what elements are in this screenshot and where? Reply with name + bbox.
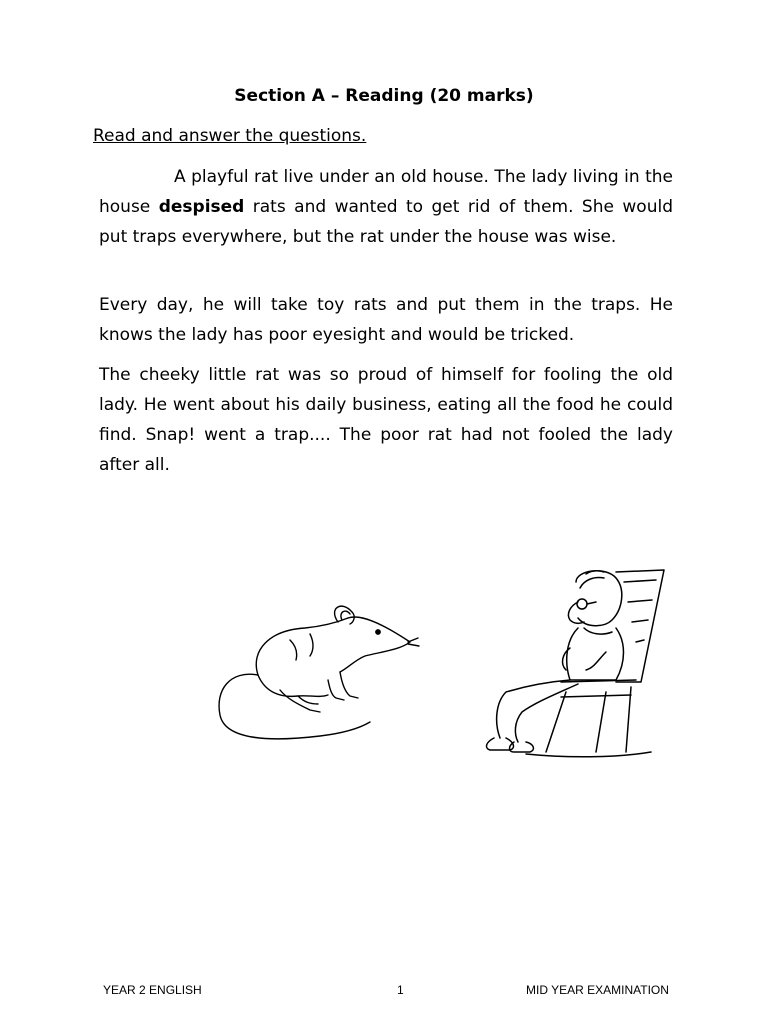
passage-paragraph-2: Every day, he will take toy rats and put them in the traps. He knows the lady has poor eyesight and would be tricked.: [99, 295, 673, 345]
section-title: Section A – Reading (20 marks): [234, 86, 534, 106]
bold-word-despised: despised: [158, 197, 245, 217]
passage-paragraph-3: The cheeky little rat was so proud of himself for fooling the old lady. He went about his daily business, eating all the food he could find. Snap! went a trap.... The poor rat had not fooled the lady after all.: [99, 365, 673, 475]
passage-paragraph-1: [99, 162, 673, 252]
p1-text-after: rats and wanted to get rid of them. She would put traps everywhere, but the rat under the house was wise.: [99, 197, 673, 247]
footer-page-number: 1: [397, 983, 404, 997]
old-lady-rocking-chair-illustration: [466, 562, 666, 762]
p1-text-before: A playful rat live under an old house. The lady living in the house: [99, 167, 673, 217]
footer-left-label: YEAR 2 ENGLISH: [103, 983, 202, 997]
footer-right-label: MID YEAR EXAMINATION: [526, 983, 669, 997]
rat-illustration: [210, 600, 420, 750]
instruction-text: Read and answer the questions.: [93, 126, 367, 146]
